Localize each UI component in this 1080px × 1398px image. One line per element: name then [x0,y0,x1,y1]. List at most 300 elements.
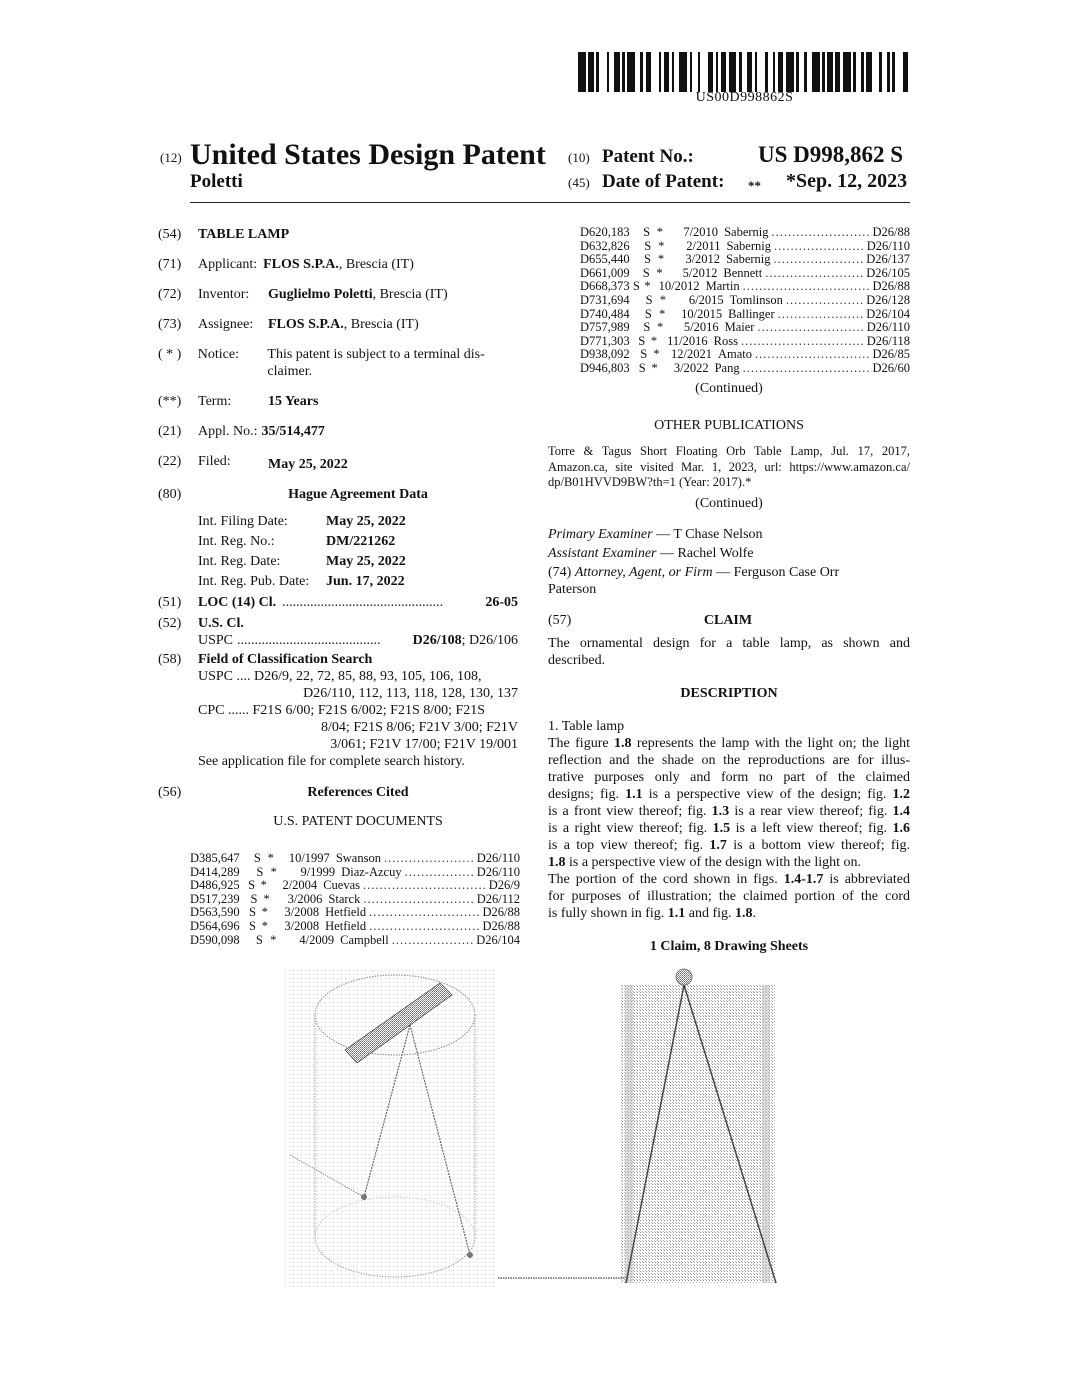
reference-date: 10/2012 [658,279,700,294]
applicant-name: FLOS S.P.A. [263,257,339,272]
reference-class: D26/112 [476,891,520,906]
reference-class: D26/137 [866,252,910,267]
reference-name: Sabernig [726,252,771,267]
description-text: for purposes of illustration; the claimed portion of the cord [548,888,910,904]
reference-kind: S [642,265,650,280]
description-line [548,871,910,888]
reference-entry [325,920,520,934]
notice-line-1: This patent is subject to a terminal dis- [267,347,485,362]
reference-class: D26/85 [872,347,910,362]
hague-data [198,513,518,590]
inventor-surname: Poletti [190,171,243,192]
primary-examiner: — T Chase Nelson [656,526,763,542]
reference-class: D26/118 [866,333,910,348]
code-52: (52) [158,616,182,631]
reference-kind: S [256,864,264,879]
reference-kind: S [632,279,640,294]
reference-date: 3/2012 [685,252,721,267]
barcode-bar [651,52,659,92]
reference-entry [727,240,910,254]
top-light-orb [676,969,692,985]
reference-name: Ross [713,333,738,348]
figure-ref: 1.7 [709,837,727,853]
reference-row [190,866,520,880]
reference-class: D26/110 [476,851,521,865]
claim-text [548,635,910,669]
reference-star: * [651,360,658,375]
code-12: (12) [160,150,182,165]
figure-ref: 1.8 [548,854,566,870]
description-item: 1. Table lamp [548,718,625,734]
description-text: is a bottom view thereof; fig. [726,837,910,853]
description-line [548,752,910,769]
code-72: (72) [158,287,182,302]
reference-row [580,362,910,376]
description-line [548,905,910,922]
reference-leader: ..................... [777,306,865,321]
reference-kind: S [248,878,256,893]
references-right [580,226,910,376]
reference-leader: ................. [404,864,475,879]
date-label: Date of Patent: [602,171,725,192]
reference-row [580,321,910,335]
reference-class: D26/88 [482,905,520,920]
reference-number: D632,826 [580,238,630,253]
reference-number: D661,009 [580,265,630,280]
reference-leader: ...................... [773,238,865,253]
barcode-bar [812,52,820,92]
description-title: DESCRIPTION [680,685,778,701]
code-45: (45) [568,175,590,190]
assignee-name: FLOS S.P.A. [268,317,344,332]
hague-value: May 25, 2022 [326,554,406,569]
date-value: *Sep. 12, 2023 [786,170,908,192]
reference-star: * [260,878,267,893]
reference-name: Cuevas [323,878,360,893]
reference-date: 12/2021 [670,347,712,362]
reference-leader: ............................ [755,347,871,362]
reference-row [580,267,910,281]
hague-value: May 25, 2022 [326,514,406,529]
reference-kind: S [643,225,651,239]
description-text: is a right view thereof; fig. [548,820,713,836]
search-cpc-2: 8/04; F21S 8/06; F21V 3/00; F21V [321,720,518,735]
claim-line-2: described. [548,652,606,668]
reference-star: * [263,891,270,906]
reference-leader: ...................... [773,252,865,267]
reference-row [580,240,910,254]
reference-leader: ........................... [363,891,475,906]
reference-star: * [644,279,651,294]
description-text: is a perspective view of the design; fig. [642,786,893,802]
reference-name: Ballinger [728,306,775,321]
reference-date: 2/2004 [282,878,318,893]
search-cpc-3: 3/061; F21V 17/00; F21V 19/001 [330,737,518,752]
reference-name: Starck [328,891,361,906]
front-cylinder-shade-left [625,985,633,1283]
appl-no-value: 35/514,477 [261,424,325,439]
reference-number: D564,696 [190,918,240,933]
description-line [548,854,910,871]
reference-class: D26/88 [872,279,910,294]
cord-anchor-left [361,1194,367,1200]
reference-leader: ...................... [383,851,475,865]
reference-leader: ............................... [742,360,871,375]
barcode-bar [908,52,911,92]
filed-label: Filed: [198,454,231,469]
code-21: (21) [158,424,182,439]
other-pub-line-3: dp/B01HVVD9BW?th=1 (Year: 2017).* [548,475,752,489]
code-58: (58) [158,652,182,667]
notice-line-2: claimer. [267,364,313,379]
reference-date: 5/2012 [682,265,718,280]
hague-value: DM/221262 [326,534,396,549]
code-56: (56) [158,785,182,800]
reference-number: D731,694 [580,292,630,307]
code-57: (57) [548,612,572,628]
title-of-design: TABLE LAMP [198,227,290,242]
reference-number: D946,803 [580,360,630,375]
hague-value: Jun. 17, 2022 [326,574,405,589]
left-column [158,226,518,844]
field-52 [158,615,518,632]
code-71: (71) [158,257,182,272]
reference-date: 7/2010 [683,225,719,239]
claim-line-1: The ornamental design for a table lamp, as shown and [548,635,910,651]
search-field-title: Field of Classification Search [198,652,373,667]
code-80: (80) [158,487,182,502]
field-56 [158,784,518,801]
figure-ref: 1.4-1.7 [783,871,824,887]
reference-kind: S [255,932,263,947]
attorney-name: — Ferguson Case Orr [716,564,840,580]
field-54 [158,226,518,243]
description-text: is a front view thereof; fig. [548,803,712,819]
search-uspc-2: D26/110, 112, 113, 118, 128, 130, 137 [303,686,518,701]
reference-date: 11/2016 [667,333,708,348]
reference-date: 9/1999 [300,864,336,879]
reference-star: * [267,851,274,865]
code-notice: ( * ) [158,347,182,362]
front-view-figure [498,969,776,1283]
figure-ref: 1.5 [712,820,731,836]
design-drawings [280,965,800,1290]
reference-row [580,226,910,240]
description-line [548,786,910,803]
search-history-note: See application file for complete search history. [198,754,465,769]
code-54: (54) [158,227,182,242]
reference-entry [726,253,910,267]
examiners [548,526,910,598]
code-10: (10) [568,150,590,165]
reference-star: * [658,238,665,253]
reference-leader: .............................. [740,333,865,348]
barcode-bar [599,52,607,92]
reference-date: 3/2008 [284,918,320,933]
reference-leader: ........................ [771,225,871,239]
reference-entry [714,335,910,349]
assignee-location: , Brescia (IT) [343,317,419,332]
reference-kind: S [249,905,256,920]
reference-name: Hetfield [325,918,367,933]
us-cl-label: U.S. Cl. [198,616,244,631]
figure-ref: 1.2 [892,786,910,802]
search-field-body [198,668,518,770]
reference-kind: S [643,252,651,267]
term-value: 15 Years [268,394,319,409]
reference-star: * [261,905,268,920]
reference-star: * [650,333,658,348]
continued-pubs: (Continued) [695,495,763,511]
us-patent-documents-title: U.S. PATENT DOCUMENTS [273,814,443,829]
reference-date: 10/2015 [681,306,723,321]
description-text: represents the lamp with the light on; the light [631,735,910,751]
reference-number: D385,647 [190,851,240,865]
description-text: is fully shown in fig. [548,905,668,921]
reference-class: D26/105 [866,265,910,280]
search-cpc-1: CPC ...... F21S 6/00; F21S 6/002; F21S 8/00; F21S [198,703,486,718]
figure-ref: 1.1 [667,905,686,921]
code-term: (**) [158,394,182,409]
reference-date: 2/2011 [686,238,721,253]
reference-number: D757,989 [580,320,630,335]
description-body [548,735,910,922]
field-57 [548,612,910,629]
description-line [548,888,910,905]
reference-class: D26/88 [872,225,910,239]
document-title: United States Design Patent [190,138,546,171]
field-51 [158,594,518,611]
reference-name: Martin [705,279,740,294]
reference-row [580,294,910,308]
field-58 [158,651,518,668]
reference-date: 10/1997 [288,851,330,865]
barcode-bar [872,52,880,92]
reference-name: Campbell [340,932,389,947]
reference-name: Swanson [335,851,381,865]
reference-name: Sabernig [726,238,771,253]
description-text: is a perspective view of the design with the light on. [565,854,861,870]
hague-row [198,513,518,530]
reference-entry [718,348,910,362]
assignee-label: Assignee: [198,317,254,332]
reference-class: D26/104 [866,306,910,321]
reference-class: D26/104 [476,932,520,947]
description-text: is a rear view thereof; fig. [729,803,893,819]
reference-kind: S [640,347,648,362]
field-72 [158,286,518,303]
description-text: . [752,905,757,921]
term-label: Term: [198,394,232,409]
barcode-bar [895,52,903,92]
notice-text [267,346,518,380]
applicant-location: , Brescia (IT) [338,257,414,272]
reference-entry [340,934,520,948]
reference-number: D486,925 [190,878,240,893]
field-21 [158,423,518,440]
barcode-bar [627,52,635,92]
reference-class: D26/9 [488,878,520,893]
code-74: (74) [548,564,572,580]
reference-row [190,906,520,920]
front-cylinder-shade-right [762,985,770,1283]
figure-ref: 1.1 [625,786,643,802]
figure-ref: 1.3 [711,803,730,819]
barcode-bar [679,52,687,92]
inventor-location: , Brescia (IT) [372,287,448,302]
other-pub-line-1: Torre & Tagus Short Floating Orb Table Lamp, Jul. 17, 2017, [548,444,910,458]
reference-number: D590,098 [190,932,240,947]
reference-kind: S [644,238,652,253]
field-80 [158,486,518,503]
reference-star: * [653,347,660,362]
figure-ref: 1.8 [735,905,753,921]
reference-number: D771,303 [580,333,630,348]
reference-row [580,308,910,322]
reference-class: D26/110 [866,238,910,253]
reference-name: Diaz-Azcuy [341,864,402,879]
hague-label: Int. Reg. Pub. Date: [198,574,310,589]
reference-leader: ........................ [765,265,865,280]
reference-leader: ............................... [742,279,871,294]
description-text: reflection and the shade on the reproductions are for illus- [548,752,910,768]
search-uspc-1: USPC .... D26/9, 22, 72, 85, 88, 93, 105, 106, 108, [198,669,482,684]
loc-label: LOC (14) Cl. [198,595,277,610]
appl-no-label: Appl. No.: [198,424,258,439]
barcode-bar [578,52,586,92]
patent-no: US D998,862 S [758,142,904,167]
filed-value: May 25, 2022 [268,457,348,472]
barcode-bar [786,52,794,92]
reference-entry [730,294,910,308]
field-term [158,393,518,410]
reference-row [580,348,910,362]
reference-date: 4/2009 [299,932,335,947]
header-rule [190,202,910,203]
hague-row [198,553,518,570]
uspc-row [198,632,518,649]
reference-kind: S [643,320,651,335]
code-73: (73) [158,317,182,332]
reference-leader: ................... [785,292,865,307]
reference-row [580,280,910,294]
reference-number: D563,590 [190,905,240,920]
reference-kind: S [638,333,646,348]
reference-row [190,920,520,934]
description-text: The figure [548,735,614,751]
reference-kind: S [250,891,258,906]
patent-no-label: Patent No.: [602,146,694,167]
field-notice [158,346,518,380]
reference-entry [325,906,520,920]
notice-label: Notice: [197,347,239,362]
reference-star: * [657,320,664,335]
cord-anchor-right [467,1252,473,1258]
reference-entry [706,280,910,294]
assistant-examiner-label: Assistant Examiner [548,545,657,561]
loc-leader: .............................................. [282,595,444,610]
barcode-bar [700,52,708,92]
reference-leader: .......................... [757,320,865,335]
reference-date: 3/2022 [673,360,709,375]
reference-row [190,893,520,907]
barcode [578,52,911,92]
reference-kind: S [645,292,653,307]
uspc-label: USPC [198,633,234,648]
reference-number: D740,484 [580,306,630,321]
reference-star: * [659,292,667,307]
loc-value: 26-05 [485,595,518,610]
reference-number: D655,440 [580,252,630,267]
description-text: is a left view thereof; fig. [730,820,893,836]
uspc-secondary: ; D26/106 [461,633,518,648]
reference-row [190,852,520,866]
barcode-number: US00D998862S [695,90,794,105]
reference-date: 3/2006 [287,891,323,906]
description-text: is a top view thereof; fig. [548,837,710,853]
reference-kind: S [249,918,256,933]
reference-class: D26/110 [476,864,520,879]
reference-name: Bennett [723,265,763,280]
date-marker: ** [748,178,761,193]
figure-ref: 1.8 [613,735,632,751]
primary-examiner-label: Primary Examiner [548,526,653,542]
reference-name: Maier [724,320,755,335]
reference-leader: .............................. [363,878,487,893]
reference-number: D414,289 [190,864,240,879]
description-line [548,820,910,837]
description-line [548,837,910,854]
reference-class: D26/88 [482,918,520,933]
right-column [548,380,910,955]
reference-star: * [656,225,663,239]
reference-row [580,253,910,267]
other-pub-line-2: Amazon.ca, site visited Mar. 1, 2023, url: https://www.amazon.ca/ [548,459,910,474]
reference-entry [323,879,520,893]
reference-star: * [657,252,665,267]
inventor-label: Inventor: [198,287,250,302]
reference-number: D517,239 [190,891,240,906]
description-text: trative purposes only and form no part of the claimed [548,769,910,785]
field-71 [158,256,518,273]
code-22: (22) [158,454,182,469]
reference-entry [724,226,910,240]
reference-name: Tomlinson [729,292,783,307]
reference-number: D620,183 [580,225,630,239]
assistant-examiner: — Rachel Wolfe [660,545,754,561]
claims-sheets: 1 Claim, 8 Drawing Sheets [649,938,809,954]
description-line [548,735,910,752]
barcode-bar [843,52,851,92]
hague-label: Int. Reg. Date: [198,554,281,569]
figure-ref: 1.4 [892,803,910,819]
continued-refs: (Continued) [695,381,763,396]
reference-entry [341,866,520,880]
reference-date: 5/2016 [683,320,719,335]
code-51: (51) [158,595,182,610]
reference-name: Sabernig [724,225,769,239]
barcode-bar [729,52,737,92]
other-publications [548,444,910,491]
reference-leader: ........................... [369,918,481,933]
barcode-bar [757,52,765,92]
field-22 [158,453,518,473]
reference-name: Pang [714,360,740,375]
description-line [548,769,910,786]
claim-title: CLAIM [703,612,753,628]
reference-entry [725,321,910,335]
reference-name: Amato [717,347,752,362]
